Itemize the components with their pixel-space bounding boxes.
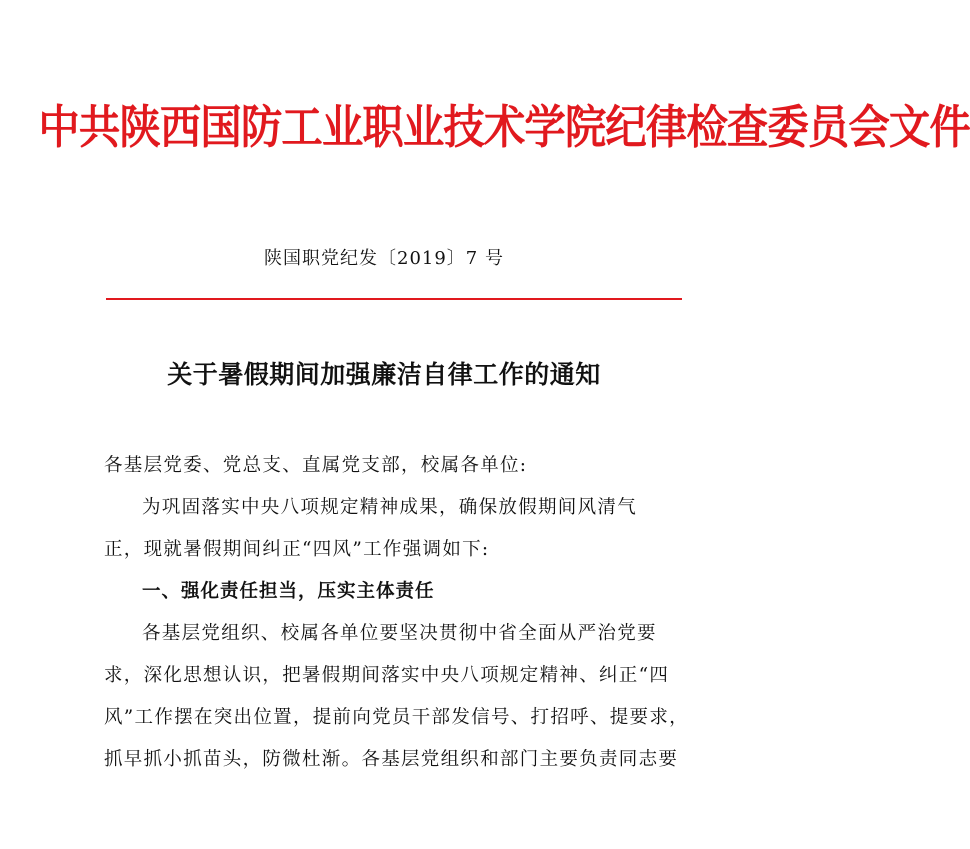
document-number: 陕国职党纪发〔2019〕7 号 (264, 248, 504, 269)
section-1-line-4: 抓早抓小抓苗头，防微杜渐。各基层党组织和部门主要负责同志要 (104, 749, 679, 770)
section-1-line-3: 风”工作摆在突出位置，提前向党员干部发信号、打招呼、提要求， (104, 707, 689, 728)
section-1-line-2: 求，深化思想认识，把暑假期间落实中央八项规定精神、纠正“四 (104, 665, 670, 686)
section-1-heading: 一、强化责任担当，压实主体责任 (142, 581, 435, 602)
header-divider-line (106, 298, 682, 300)
intro-line-1: 为巩固落实中央八项规定精神成果，确保放假期间风清气 (142, 497, 638, 518)
intro-line-2: 正，现就暑假期间纠正“四风”工作强调如下: (104, 539, 490, 560)
notice-body (104, 445, 689, 781)
notice-title: 关于暑假期间加强廉洁自律工作的通知 (167, 360, 601, 389)
section-1-line-1: 各基层党组织、校属各单位要坚决贯彻中省全面从严治党要 (142, 623, 657, 644)
salutation: 各基层党委、党总支、直属党支部，校属各单位: (104, 455, 528, 476)
document-header-title: 中共陕西国防工业职业技术学院纪律检查委员会文件 (38, 100, 970, 154)
